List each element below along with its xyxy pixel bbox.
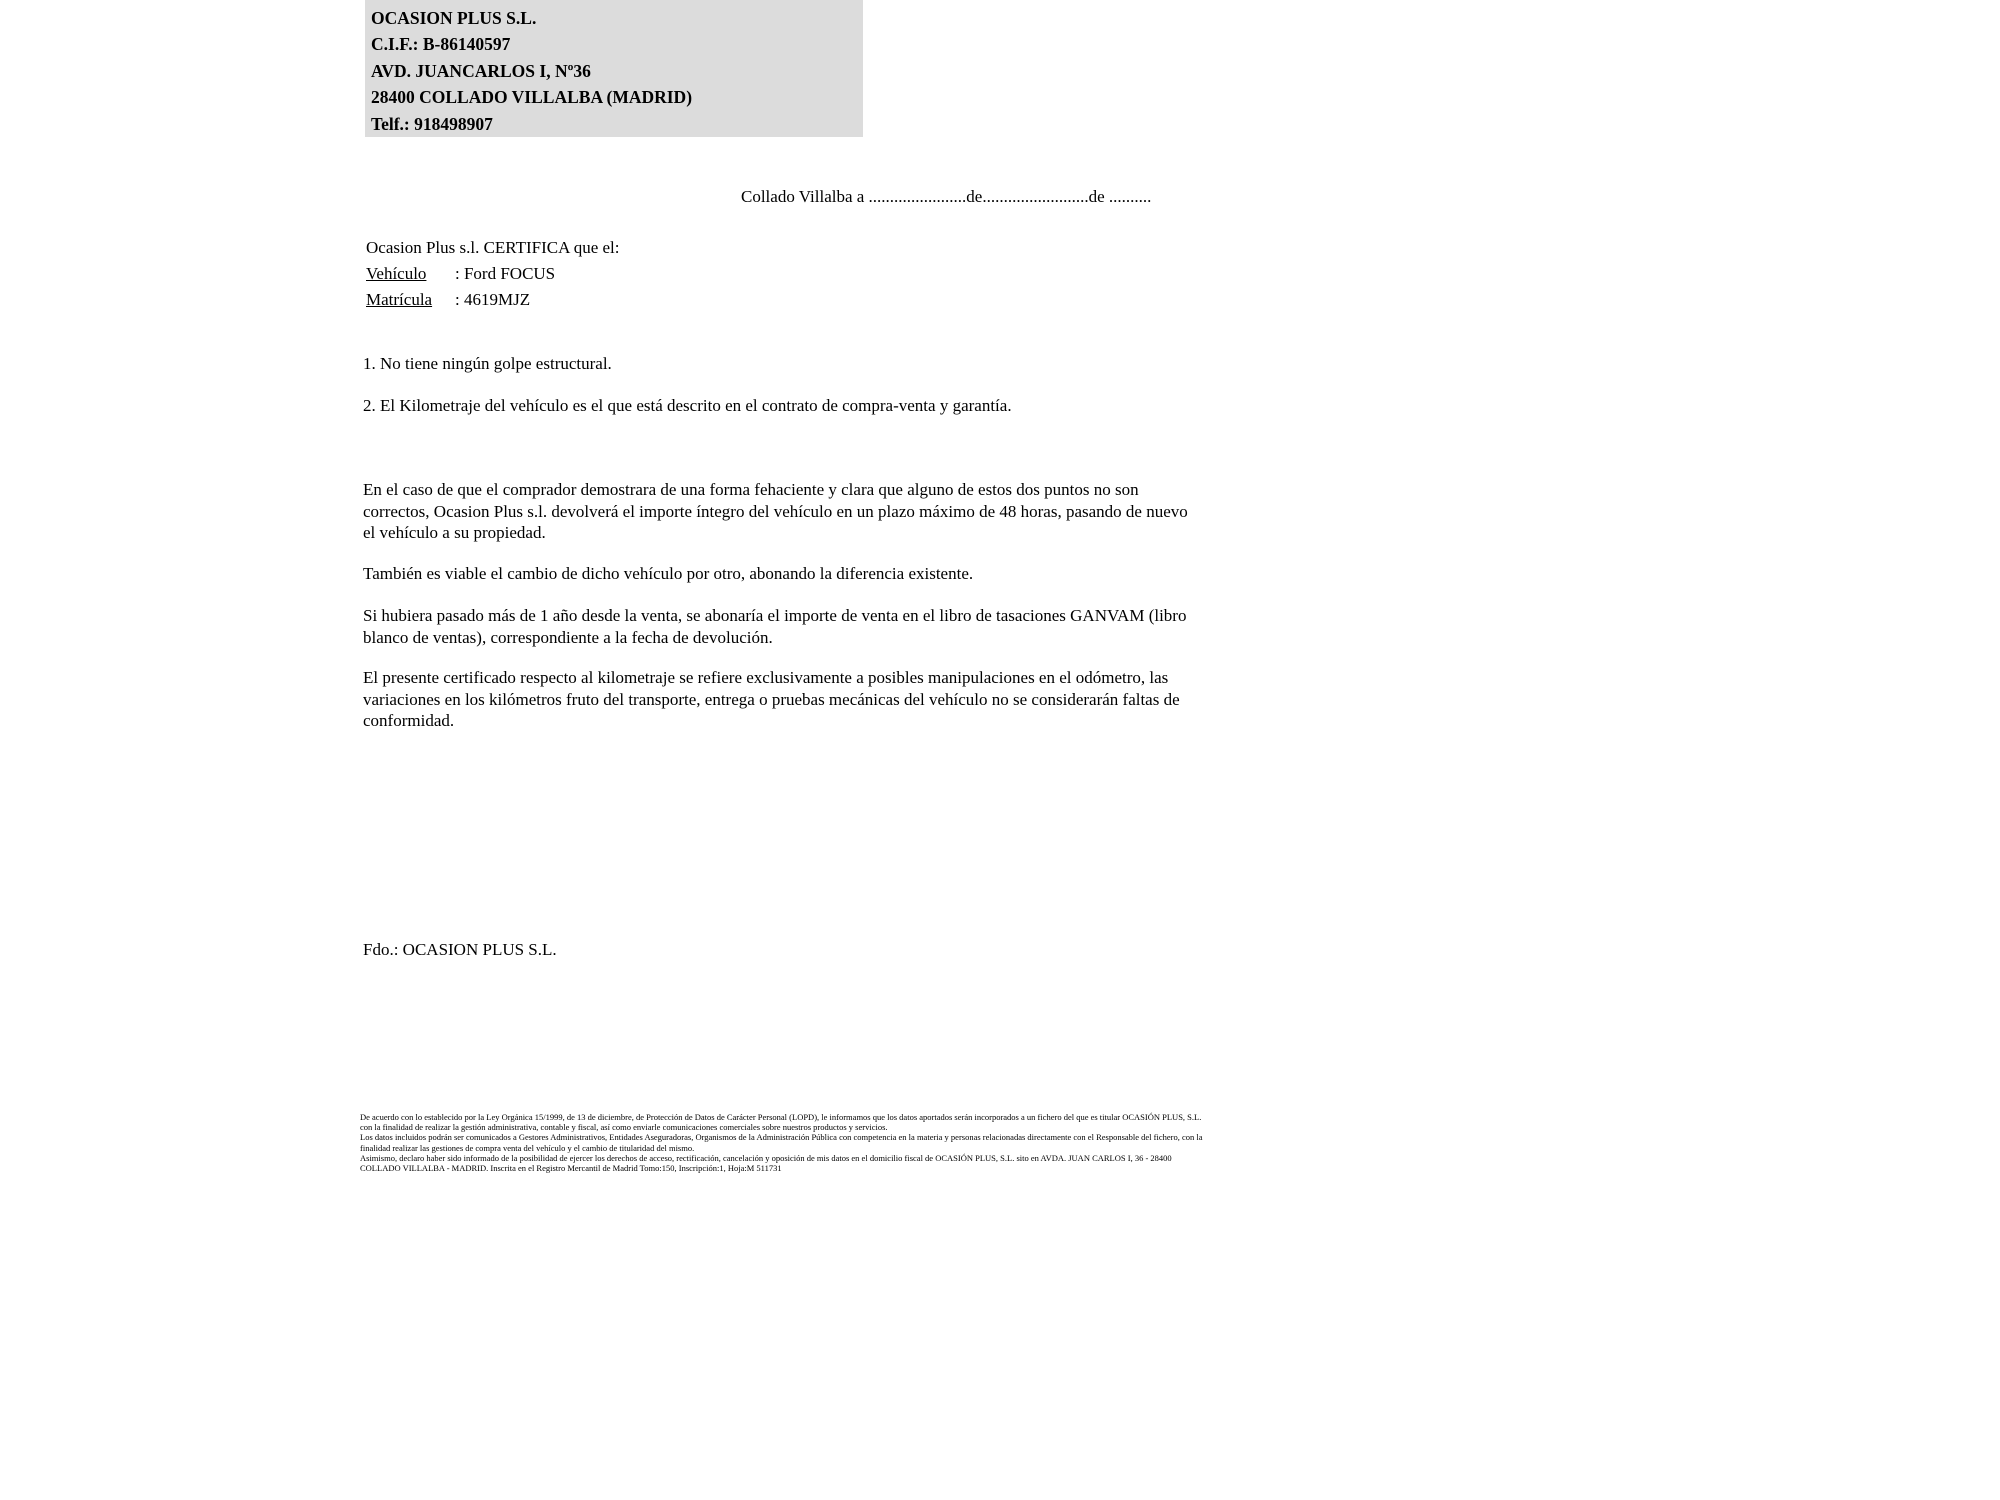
date-line: Collado Villalba a .......................de.........................de .......... <box>741 187 1152 206</box>
vehicle-value: : Ford FOCUS <box>455 264 556 283</box>
paragraph-odometer-disclaimer: El presente certificado respecto al kilometraje se refiere exclusivamente a posibles manipulaciones en el odómetro, las variaciones en los kilómetros fruto del transporte, entrega o pruebas mecánicas del vehículo no se considerarán faltas de conformidad. <box>363 668 1180 731</box>
company-name: OCASION PLUS S.L. <box>371 8 537 28</box>
plate-field <box>366 287 620 313</box>
vehicle-field <box>366 261 620 287</box>
legal-footer <box>360 1112 1205 1173</box>
company-cif: C.I.F.: B-86140597 <box>371 34 511 55</box>
certify-point-2: 2. El Kilometraje del vehículo es el que está descrito en el contrato de compra-venta y garantía. <box>363 396 1012 415</box>
paragraph-refund-terms: En el caso de que el comprador demostrara de una forma fehaciente y clara que alguno de estos dos puntos no son correctos, Ocasion Plus s.l. devolverá el importe íntegro del vehículo en un plazo máximo de 48 horas, pasando de nuevo el vehículo a su propiedad. <box>363 480 1188 543</box>
plate-value: : 4619MJZ <box>455 290 531 309</box>
signature-line: Fdo.: OCASION PLUS S.L. <box>363 940 557 959</box>
plate-label: Matrícula <box>366 290 433 309</box>
company-city: 28400 COLLADO VILLALBA (MADRID) <box>371 87 693 108</box>
certify-point-1: 1. No tiene ningún golpe estructural. <box>363 354 612 373</box>
company-address: AVD. JUANCARLOS I, Nº36 <box>371 60 591 81</box>
certify-block <box>366 235 620 313</box>
vehicle-label: Vehículo <box>366 264 427 283</box>
legal-paragraph-lopd: De acuerdo con lo establecido por la Ley Orgánica 15/1999, de 13 de diciembre, de Protección de Datos de Carácter Personal (LOPD), le informamos que los datos aportados serán incorporados a un fichero del que es titular OCASIÓN PLUS, S.L. con la finalidad de realizar la gestión administrativa, contable y fiscal, así como enviarle comunicaciones comerciales sobre nuestros productos y servicios. <box>360 1112 1202 1133</box>
legal-paragraph-data-sharing: Los datos incluidos podrán ser comunicados a Gestores Administrativos, Entidades Aseguradoras, Organismos de la Administración Pública con competencia en la materia y personas relacionadas directamente con el Responsable del fichero, con la finalidad realizar las gestiones de compra venta del vehículo y el cambio de titularidad del mismo. <box>360 1132 1203 1153</box>
certify-intro: Ocasion Plus s.l. CERTIFICA que el: <box>366 238 620 257</box>
legal-paragraph-rights: Asimismo, declaro haber sido informado de la posibilidad de ejercer los derechos de acceso, rectificación, cancelación y oposición de mis datos en el domicilio fiscal de OCASIÓN PLUS, S.L. sito en AVDA. JUAN CARLOS I, 36 - 28400 COLLADO VILLALBA - MADRID. Inscrita en el Registro Mercantil de Madrid Tomo:150, Inscripción:1, Hoja:M 511731 <box>360 1152 1172 1174</box>
paragraph-ganvam-valuation: Si hubiera pasado más de 1 año desde la venta, se abonaría el importe de venta en el libro de tasaciones GANVAM (libro blanco de ventas), correspondiente a la fecha de devolución. <box>363 606 1187 647</box>
company-header-box <box>365 0 863 137</box>
paragraph-exchange-option: También es viable el cambio de dicho vehículo por otro, abonando la diferencia existente. <box>363 564 974 583</box>
company-phone: Telf.: 918498907 <box>371 113 493 134</box>
